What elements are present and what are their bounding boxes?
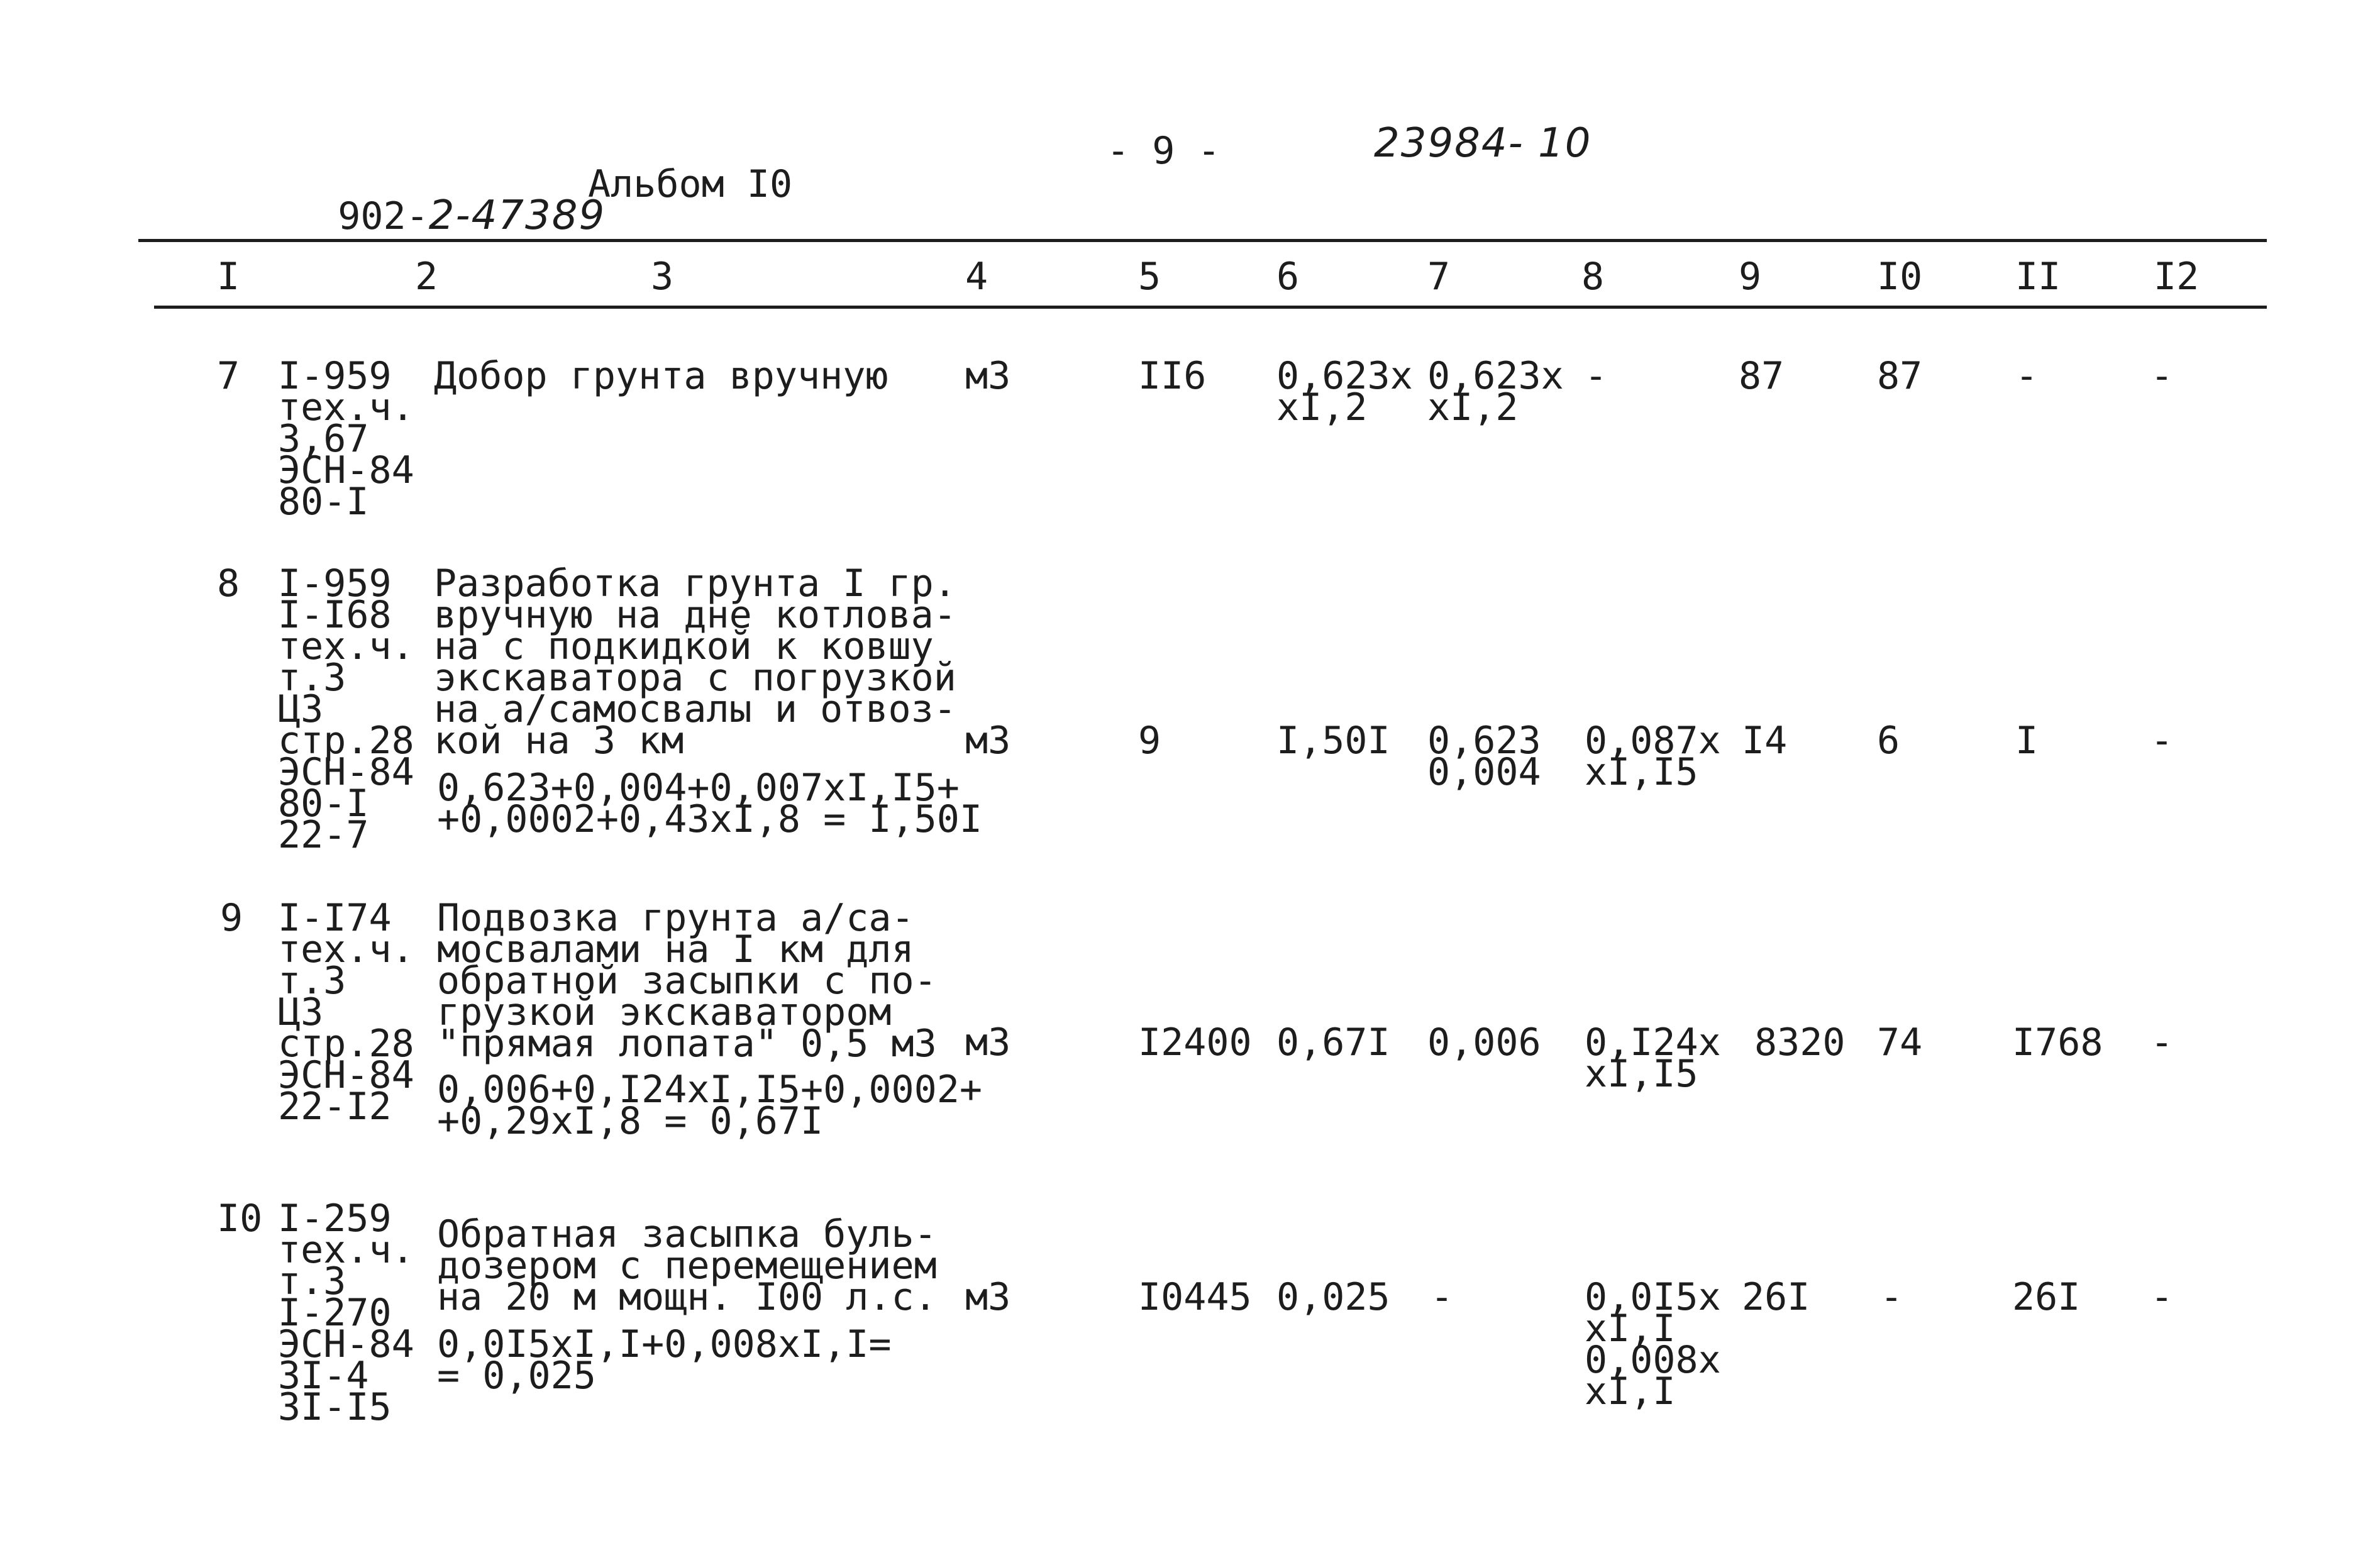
- row-number: I0: [217, 1197, 263, 1241]
- unit: м3: [965, 354, 1011, 398]
- row-number: 8: [217, 561, 240, 606]
- col-6-value: 0,67I: [1276, 1020, 1390, 1065]
- col-9-value: 26I: [1742, 1275, 1810, 1319]
- column-header: 4: [965, 255, 988, 299]
- col-11-value: 26I: [2012, 1275, 2081, 1319]
- column-header: I2: [2154, 255, 2200, 299]
- document-code: [292, 169, 606, 239]
- table-top-rule: [138, 239, 2267, 242]
- unit: м3: [965, 1020, 1011, 1065]
- row-number: 9: [220, 896, 243, 940]
- col-10-value: -: [1880, 1275, 1903, 1319]
- document-code-handwritten: 2-47389: [428, 192, 606, 239]
- col-10-value: 87: [1877, 354, 1923, 398]
- quantity: II6: [1138, 354, 1207, 398]
- col-11-value: I768: [2012, 1020, 2103, 1065]
- calculation: 0,623+0,004+0,007xI,I5+ +0,0002+0,43xI,8 = I,50I: [437, 766, 982, 841]
- column-header: II: [2015, 255, 2061, 299]
- col-7-value: -: [1431, 1275, 1454, 1319]
- work-description: Добор грунта вручную: [434, 354, 888, 398]
- col-12-value: -: [2150, 1020, 2174, 1065]
- column-header: 7: [1427, 255, 1451, 299]
- album-label: Альбом I0: [588, 162, 793, 206]
- quantity: 9: [1138, 719, 1161, 763]
- document-code-prefix: 902-: [338, 194, 429, 238]
- col-12-value: -: [2150, 354, 2174, 398]
- norm-reference: I-959 тех.ч. 3,67 ЭСН-84 80-I: [278, 354, 414, 524]
- col-8-value: -: [1585, 354, 1608, 398]
- col-9-value: 8320: [1754, 1020, 1846, 1065]
- col-8-value: 0,0I5x xI,I 0,008x xI,I: [1585, 1275, 1721, 1413]
- col-6-value: 0,623x xI,2: [1276, 354, 1413, 429]
- column-header: 5: [1138, 255, 1161, 299]
- unit: м3: [965, 719, 1011, 763]
- work-description: Обратная засыпка буль- дозером с перемещением на 20 м мощн. I00 л.с.: [437, 1212, 937, 1319]
- calculation: 0,0I5xI,I+0,008xI,I= = 0,025: [437, 1322, 892, 1398]
- column-header: I: [217, 255, 240, 299]
- col-6-value: I,50I: [1276, 719, 1390, 763]
- norm-reference: I-259 тех.ч. т.3 I-270 ЭСН-84 3I-4 3I-I5: [278, 1197, 414, 1429]
- col-8-value: 0,087x xI,I5: [1585, 719, 1721, 794]
- col-12-value: -: [2150, 1275, 2174, 1319]
- col-10-value: 6: [1877, 719, 1900, 763]
- col-7-value: 0,623x xI,2: [1427, 354, 1564, 429]
- work-description: Разработка грунта I гр. вручную на дне котлова- на с подкидкой к ковшу экскаватора с погрузкой на а/самосвалы и отвоз- кой на 3 км: [434, 561, 956, 763]
- archive-stamp: 23984- 10: [1374, 120, 1592, 167]
- column-header: 9: [1739, 255, 1762, 299]
- norm-reference: I-I74 тех.ч. т.3 ЦЗ стр.28 ЭСН-84 22-I2: [278, 896, 414, 1129]
- row-number: 7: [217, 354, 240, 398]
- col-10-value: 74: [1877, 1020, 1923, 1065]
- col-11-value: I: [2015, 719, 2039, 763]
- col-11-value: -: [2015, 354, 2039, 398]
- column-header: 6: [1276, 255, 1300, 299]
- page-number: - 9 -: [1107, 129, 1220, 173]
- calculation: 0,006+0,I24xI,I5+0,0002+ +0,29xI,8 = 0,67I: [437, 1068, 982, 1143]
- column-header: 8: [1581, 255, 1605, 299]
- column-header: I0: [1877, 255, 1923, 299]
- column-header: 3: [651, 255, 674, 299]
- col-9-value: 87: [1739, 354, 1785, 398]
- quantity: I0445: [1138, 1275, 1252, 1319]
- col-7-value: 0,006: [1427, 1020, 1541, 1065]
- col-8-value: 0,I24x xI,I5: [1585, 1020, 1721, 1096]
- work-description: Подвозка грунта а/са- мосвалами на I км для обратной засыпки с по- грузкой экскаватором "прямая лопата" 0,5 м3: [437, 896, 937, 1066]
- col-12-value: -: [2150, 719, 2174, 763]
- unit: м3: [965, 1275, 1011, 1319]
- column-header: 2: [415, 255, 438, 299]
- col-6-value: 0,025: [1276, 1275, 1390, 1319]
- quantity: I2400: [1138, 1020, 1252, 1065]
- col-9-value: I4: [1742, 719, 1788, 763]
- norm-reference: I-959 I-I68 тех.ч. т.3 ЦЗ стр.28 ЭСН-84 80-I 22-7: [278, 561, 414, 857]
- col-7-value: 0,623 0,004: [1427, 719, 1541, 794]
- header-bottom-rule: [154, 306, 2267, 309]
